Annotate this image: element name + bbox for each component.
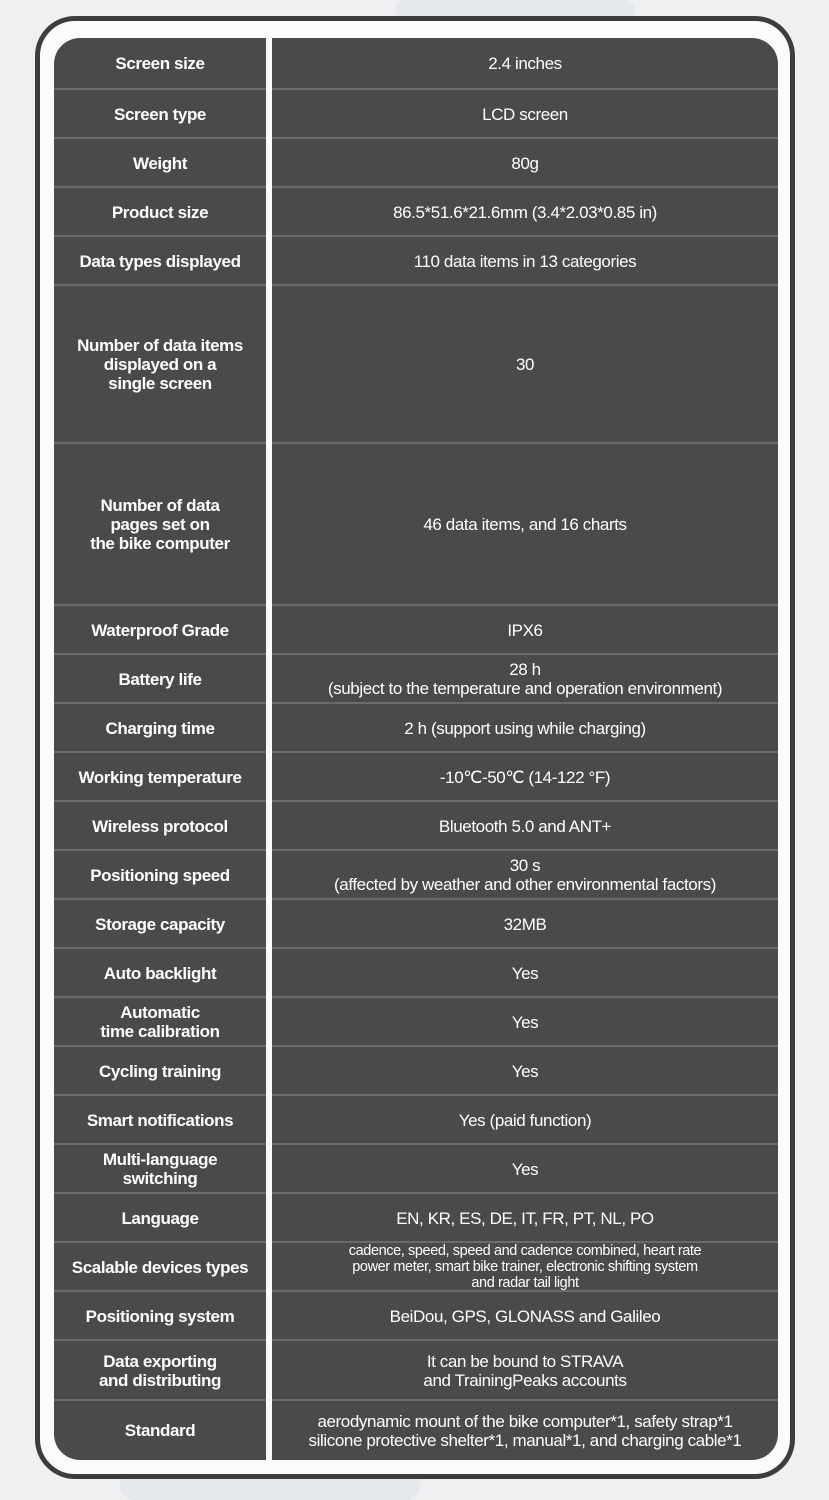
spec-label: Screen size [115,54,205,73]
spec-label: Standard [124,1421,196,1440]
spec-label: Number of data pages set on the bike computer [90,496,230,553]
spec-value: 28 h (subject to the temperature and operation environment) [327,660,723,698]
spec-row-working-temperature [54,751,778,801]
spec-label: Battery life [118,669,202,689]
spec-value: 80g [511,153,539,173]
spec-row-screen-size [54,38,778,89]
spec-value: 30 s (affected by weather and other environmental factors) [334,856,716,894]
spec-label: Positioning speed [90,865,230,885]
spec-value: -10℃-50℃ (14-122 °F) [439,767,611,787]
spec-label: Number of data items displayed on a single screen [77,336,243,393]
spec-label: Cycling training [98,1061,222,1081]
spec-row-data-pages [54,442,778,605]
spec-value: Yes [511,1159,539,1179]
spec-label: Product size [111,202,209,222]
spec-row-weight [54,137,778,187]
spec-value: EN, KR, ES, DE, IT, FR, PT, NL, PO [396,1208,654,1228]
spec-label: Screen type [114,104,206,124]
spec-row-standard [54,1399,778,1460]
spec-row-smart-notifications [54,1094,778,1144]
spec-row-waterproof [54,604,778,654]
spec-value: 86.5*51.6*21.6mm (3.4*2.03*0.85 in) [393,202,657,222]
spec-label: Auto backlight [103,963,217,983]
spec-value: 110 data items in 13 categories [413,251,637,271]
spec-value: Yes [511,1012,539,1032]
spec-label: Data exporting and distributing [98,1351,222,1390]
spec-row-multi-language [54,1143,778,1193]
spec-row-scalable-devices [54,1241,778,1291]
spec-row-data-exporting [54,1339,778,1400]
column-divider [266,38,272,1460]
spec-label: Waterproof Grade [91,620,229,640]
spec-row-battery-life [54,653,778,703]
spec-row-product-size [54,186,778,236]
spec-table [54,38,778,1460]
spec-label: Storage capacity [95,914,225,934]
spec-value: BeiDou, GPS, GLONASS and Galileo [389,1306,661,1326]
spec-value: aerodynamic mount of the bike computer*1, safety strap*1 silicone protective shelter*1, manual*1, and charging cable*1 [308,1411,742,1450]
spec-row-storage-capacity [54,898,778,948]
spec-label: Multi-language switching [102,1150,218,1188]
spec-value: 30 [515,355,535,374]
spec-label: Wireless protocol [92,816,228,836]
spec-label: Positioning system [85,1306,235,1326]
spec-value: It can be bound to STRAVA and TrainingPeaks accounts [423,1351,627,1390]
spec-row-auto-backlight [54,947,778,997]
spec-row-language [54,1192,778,1242]
spec-row-positioning-speed [54,849,778,899]
spec-row-cycling-training [54,1045,778,1095]
spec-label: Weight [133,153,187,173]
spec-value: 2.4 inches [488,54,562,73]
spec-label: Scalable devices types [71,1257,249,1277]
spec-value: 46 data items, and 16 charts [423,515,627,534]
spec-row-positioning-system [54,1290,778,1340]
spec-row-wireless-protocol [54,800,778,850]
spec-label: Data types displayed [79,251,241,271]
spec-value: IPX6 [507,620,543,640]
spec-value: Yes [511,963,539,983]
spec-row-items-per-screen [54,284,778,443]
spec-value: Yes (paid function) [458,1110,592,1130]
spec-row-time-calibration [54,996,778,1046]
spec-value: 32MB [503,914,547,934]
spec-value: Yes [511,1061,539,1081]
spec-row-charging-time [54,702,778,752]
spec-label: Automatic time calibration [100,1003,220,1041]
spec-value: LCD screen [482,104,568,124]
spec-label: Smart notifications [86,1110,234,1130]
spec-label: Charging time [105,718,215,738]
spec-label: Language [121,1208,199,1228]
spec-value: cadence, speed, speed and cadence combined, heart rate power meter, smart bike trainer, electronic shifting system and radar tail light [348,1243,702,1291]
spec-value: Bluetooth 5.0 and ANT+ [438,816,612,836]
spec-value: 2 h (support using while charging) [404,718,646,738]
spec-row-data-types [54,235,778,285]
spec-label: Working temperature [78,767,242,787]
spec-row-screen-type [54,88,778,138]
